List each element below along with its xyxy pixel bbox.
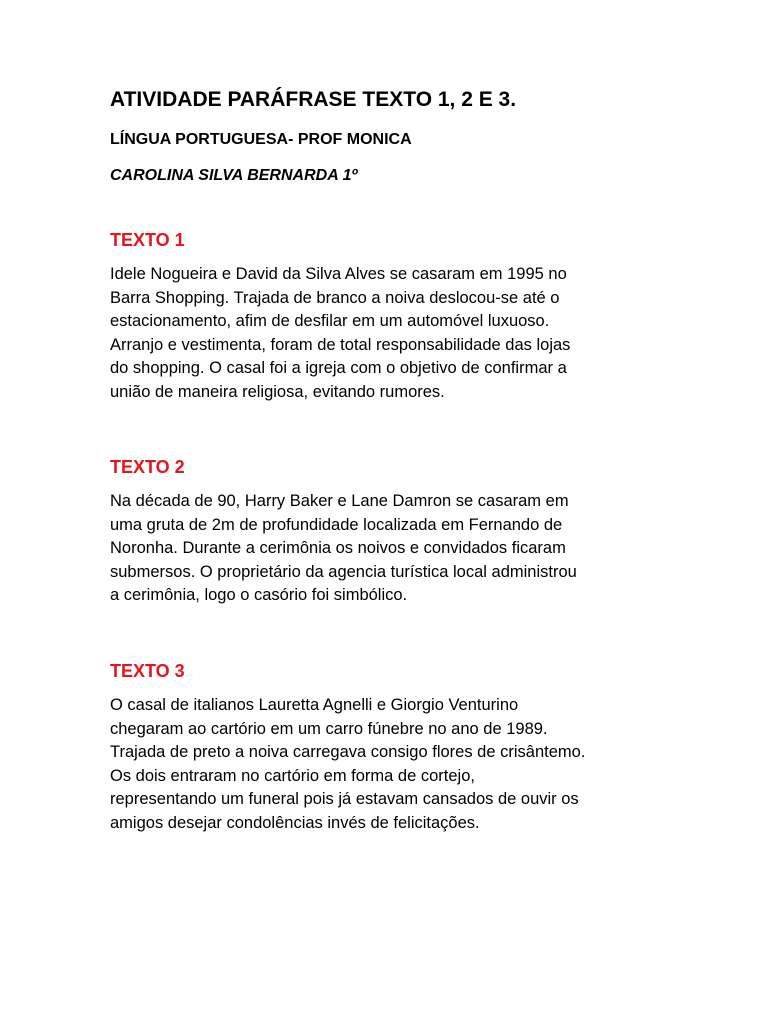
paragraph-line: O casal de italianos Lauretta Agnelli e Giorgio Venturino <box>110 696 519 714</box>
paragraph-line: Arranjo e vestimenta, foram de total responsabilidade das lojas <box>110 335 571 354</box>
paragraph-line: Trajada de preto a noiva carregava consigo flores de crisântemo. <box>110 743 586 761</box>
paragraph-line: Os dois entraram no cartório em forma de cortejo, <box>110 766 475 785</box>
paragraph-line: Noronha. Durante a cerimônia os noivos e convidados ficaram <box>110 539 566 557</box>
paragraph-line: Idele Nogueira e David da Silva Alves se casaram em 1995 no <box>110 265 567 283</box>
paragraph-line: Na década de 90, Harry Baker e Lane Damron se casaram em <box>110 492 569 510</box>
document-subtitle: LÍNGUA PORTUGUESA- PROF MONICA <box>110 131 412 148</box>
paragraph-line: representando um funeral pois já estavam cansados de ouvir os <box>110 790 579 808</box>
paragraph-line: do shopping. O casal foi a igreja com o objetivo de confirmar a <box>110 359 567 377</box>
paragraph-line: a cerimônia, logo o casório foi simbólico. <box>110 586 408 604</box>
section-heading-texto-3: TEXTO 3 <box>110 661 185 681</box>
paragraph-line: estacionamento, afim de desfilar em um automóvel luxuoso. <box>110 312 550 330</box>
paragraph-line: união de maneira religiosa, evitando rumores. <box>110 382 445 401</box>
section-body-texto-1 <box>110 263 670 404</box>
paragraph-line: amigos desejar condolências invés de felicitações. <box>110 813 480 832</box>
section-body-texto-2 <box>110 490 670 608</box>
document-title: ATIVIDADE PARÁFRASE TEXTO 1, 2 E 3. <box>110 88 517 111</box>
paragraph-line: Barra Shopping. Trajada de branco a noiva deslocou-se até o <box>110 288 560 307</box>
section-heading-texto-2: TEXTO 2 <box>110 457 185 477</box>
student-name: CAROLINA SILVA BERNARDA 1º <box>110 167 358 184</box>
paragraph-line: chegaram ao cartório em um carro fúnebre no ano de 1989. <box>110 719 548 738</box>
paragraph-line: uma gruta de 2m de profundidade localizada em Fernando de <box>110 515 563 534</box>
section-body-texto-3 <box>110 694 670 835</box>
section-heading-texto-1: TEXTO 1 <box>110 230 185 250</box>
paragraph-line: submersos. O proprietário da agencia turística local administrou <box>110 562 577 581</box>
